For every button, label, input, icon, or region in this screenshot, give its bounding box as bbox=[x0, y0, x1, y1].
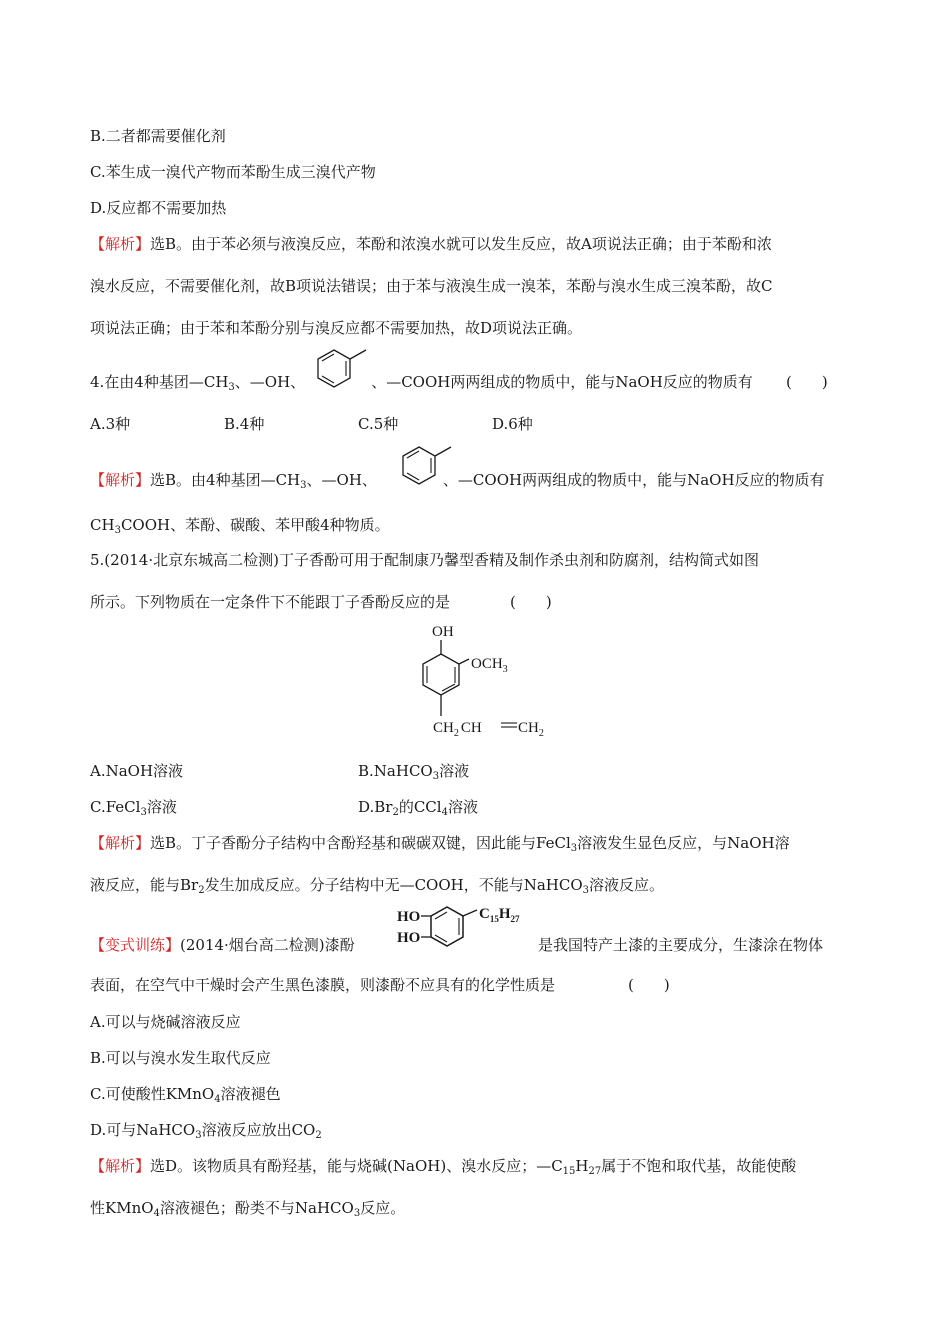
subscript: 3 bbox=[228, 382, 235, 393]
q4-answer-bracket: ( ) bbox=[786, 373, 828, 391]
variant-analysis-line2: 性KMnO$_4$溶液褪色；酚类不与NaHCO$_3$反应。 bbox=[90, 1199, 406, 1219]
analysis-text: COOH、苯酚、碳酸、苯甲酸4种物质。 bbox=[120, 516, 390, 534]
variant-option-a: A.可以与烧碱溶液反应 bbox=[90, 1013, 241, 1031]
eugenol-structure-icon bbox=[405, 620, 545, 742]
variant-option-d: D.可与NaHCO$_3$溶液反应放出$CO_2$ bbox=[90, 1121, 322, 1141]
analysis-tag: 【解析】 bbox=[90, 1157, 151, 1175]
q4-stem bbox=[90, 372, 753, 392]
analysis-text: 、—COOH两两组成的物质中，能与NaOH反应的物质有 bbox=[442, 471, 825, 489]
variant-option-c: C.可使酸性KMnO$_4$溶液褪色 bbox=[90, 1085, 281, 1105]
q5-option-c: C.FeCl$_3$溶液 bbox=[90, 798, 177, 818]
q4-option-c: C.5种 bbox=[358, 415, 399, 433]
analysis-text: 、—OH、 bbox=[306, 471, 377, 489]
q5-analysis-line2: 液反应，能与$Br_2$发生加成反应。分子结构中无—COOH，不能与NaHCO$_3$溶液反应。 bbox=[90, 876, 665, 896]
q3-analysis-line1 bbox=[90, 234, 772, 254]
urushiol-structure-icon bbox=[395, 902, 525, 952]
q5-stem-line1: 5.(2014·北京东城高二检测)丁子香酚可用于配制康乃馨型香精及制作杀虫剂和防腐剂，结构简式如图 bbox=[90, 551, 759, 569]
subscript: 3 bbox=[300, 480, 307, 491]
oh-label: OH bbox=[432, 624, 454, 640]
q3-option-c: C.苯生成一溴代产物而苯酚生成三溴代产物 bbox=[90, 163, 376, 181]
benzyl-structure-icon bbox=[393, 443, 457, 491]
q5-option-a: A.NaOH溶液 bbox=[90, 762, 184, 780]
variant-stem-line1: 【变式训练】(2014·烟台高二检测)漆酚 bbox=[90, 936, 355, 954]
och3-label: $OCH_3$ bbox=[471, 656, 508, 675]
analysis-tag: 【解析】 bbox=[90, 235, 151, 253]
q4-stem-text: 、—OH、 bbox=[234, 373, 306, 391]
ch2-label: $CH_2$ CH bbox=[433, 720, 482, 739]
variant-stem-cont: 是我国特产土漆的主要成分，生漆涂在物体 bbox=[538, 936, 824, 954]
q3-option-b: B.二者都需要催化剂 bbox=[90, 127, 226, 145]
analysis-text: CH bbox=[90, 516, 115, 534]
benzyl-structure-icon bbox=[308, 346, 372, 394]
q4-option-b: B.4种 bbox=[224, 415, 265, 433]
q4-analysis-line2 bbox=[90, 515, 390, 535]
variant-tag: 【变式训练】 bbox=[90, 936, 181, 954]
analysis-tag: 【解析】 bbox=[90, 471, 151, 489]
q5-stem-line2: 所示。下列物质在一定条件下不能跟丁子香酚反应的是 bbox=[90, 593, 451, 611]
analysis-text: 选B。由4种基团—CH bbox=[150, 471, 301, 489]
variant-option-b: B.可以与溴水发生取代反应 bbox=[90, 1049, 271, 1067]
q3-option-d: D.反应都不需要加热 bbox=[90, 199, 227, 217]
variant-answer-bracket: ( ) bbox=[628, 976, 670, 994]
variant-stem-line2: 表面，在空气中干燥时会产生黑色漆膜，则漆酚不应具有的化学性质是 bbox=[90, 976, 556, 994]
ho-label: HO bbox=[397, 930, 421, 946]
q3-analysis-line3: 项说法正确；由于苯和苯酚分别与溴反应都不需要加热，故D项说法正确。 bbox=[90, 319, 583, 337]
subscript: 3 bbox=[114, 525, 121, 536]
q5-analysis-line1: 【解析】选B。丁子香酚分子结构中含酚羟基和碳碳双键，因此能与FeCl$_3$溶液发生显色反应，与NaOH溶 bbox=[90, 834, 790, 854]
c15h27-label: $C_{15}H_{27}$ bbox=[479, 906, 520, 924]
variant-analysis-line1: 【解析】选D。该物质具有酚羟基，能与烧碱(NaOH)、溴水反应；$—C_{15}H_{27}$属于不饱和取代基，故能使酸 bbox=[90, 1157, 797, 1177]
ch2-terminal-label: $CH_2$ bbox=[518, 720, 544, 739]
q5-option-b: B.NaHCO$_3$溶液 bbox=[358, 762, 470, 782]
q5-answer-bracket: ( ) bbox=[510, 593, 552, 611]
ho-label: HO bbox=[397, 909, 421, 925]
q4-option-d: D.6种 bbox=[492, 415, 533, 433]
analysis-tag: 【解析】 bbox=[90, 834, 151, 852]
q4-stem-text: 、—COOH两两组成的物质中，能与NaOH反应的物质有 bbox=[371, 373, 753, 391]
q5-option-d: $D.Br_2$的CCl$_4$溶液 bbox=[358, 798, 478, 818]
q4-analysis-line1 bbox=[90, 470, 825, 490]
q4-option-a: A.3种 bbox=[90, 415, 131, 433]
q3-analysis-line2: 溴水反应，不需要催化剂，故B项说法错误；由于苯与液溴生成一溴苯，苯酚与溴水生成三溴苯酚，故C bbox=[90, 277, 773, 295]
analysis-text: 选B。由于苯必须与液溴反应，苯酚和浓溴水就可以发生反应，故A项说法正确；由于苯酚和浓 bbox=[150, 235, 772, 253]
q4-stem-text: 4.在由4种基团—CH bbox=[90, 373, 229, 391]
